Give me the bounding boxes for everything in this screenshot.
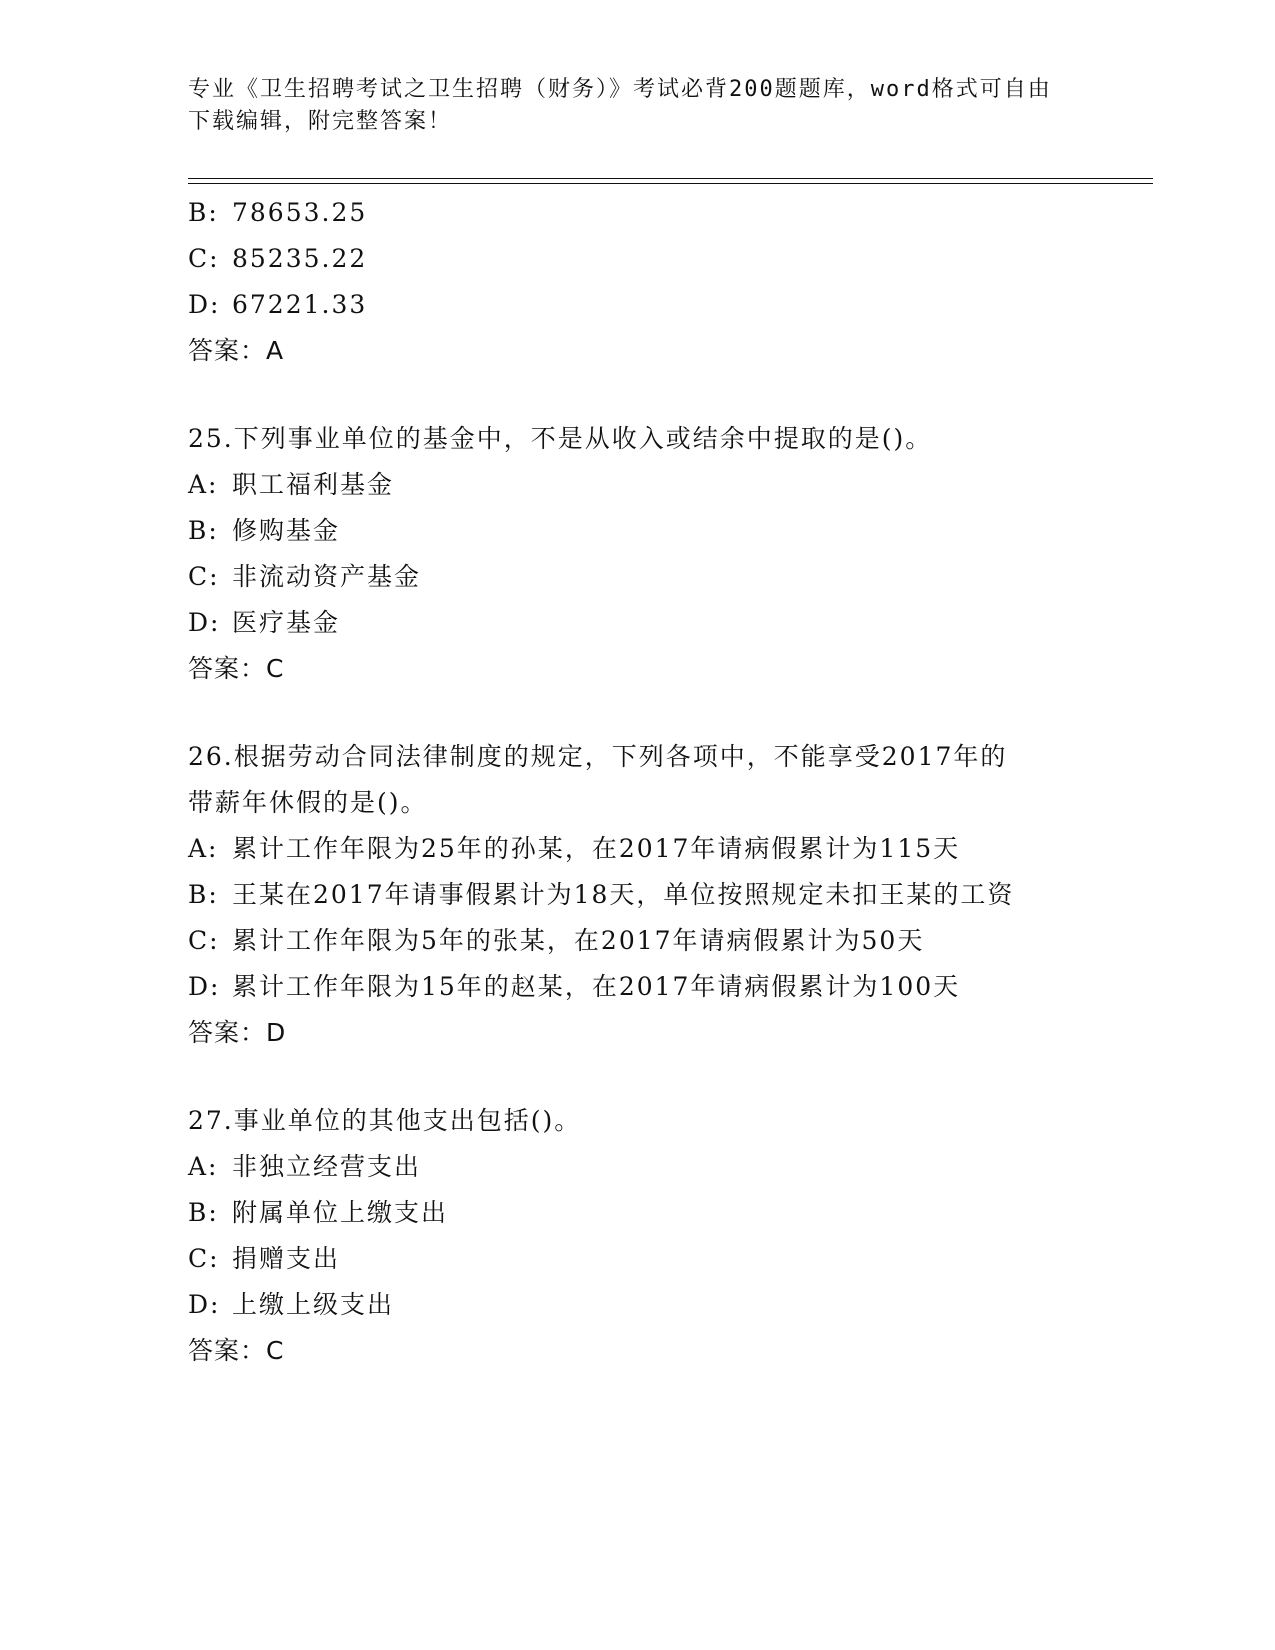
question-26	[188, 734, 1108, 1056]
option-b	[188, 1190, 1108, 1236]
option-key: A:	[188, 470, 219, 499]
option-text: 非流动资产基金	[232, 562, 422, 591]
question-stem: 26.根据劳动合同法律制度的规定，下列各项中，不能享受2017年的	[188, 742, 1008, 771]
answer-line: 答案：C	[188, 1336, 285, 1365]
option-text: 78653.25	[232, 198, 368, 227]
header-divider-top	[188, 178, 1153, 179]
option-key: D:	[188, 1290, 221, 1319]
option-key: C:	[188, 244, 220, 273]
option-text: 修购基金	[232, 516, 341, 545]
option-d	[188, 282, 1108, 328]
question-content	[188, 190, 1108, 1374]
option-c	[188, 554, 1108, 600]
option-text: 85235.22	[232, 244, 368, 273]
option-text: 王某在2017年请事假累计为18天，单位按照规定未扣王某的工资	[232, 880, 1015, 909]
option-a	[188, 462, 1108, 508]
option-d	[188, 964, 1108, 1010]
document-header: 专业《卫生招聘考试之卫生招聘（财务）》考试必背200题题库，word格式可自由下载编辑，附完整答案！	[188, 77, 1052, 134]
option-text: 捐赠支出	[232, 1244, 341, 1273]
spacer	[188, 374, 1108, 416]
option-key: D:	[188, 290, 221, 319]
option-key: C:	[188, 562, 220, 591]
option-key: C:	[188, 926, 220, 955]
option-key: B:	[188, 516, 219, 545]
option-a	[188, 1144, 1108, 1190]
option-key: B:	[188, 880, 219, 909]
option-c	[188, 1236, 1108, 1282]
question-stem-continued: 带薪年休假的是()。	[188, 788, 428, 817]
option-text: 非独立经营支出	[232, 1152, 422, 1181]
option-text: 累计工作年限为5年的张某，在2017年请病假累计为50天	[232, 926, 925, 955]
answer-line: 答案：C	[188, 654, 285, 683]
header-divider-bottom	[188, 183, 1153, 184]
option-key: B:	[188, 198, 219, 227]
option-c	[188, 236, 1108, 282]
question-24-tail	[188, 190, 1108, 374]
option-b	[188, 872, 1108, 918]
question-stem: 27.事业单位的其他支出包括()。	[188, 1106, 582, 1135]
question-27	[188, 1098, 1108, 1374]
option-key: A:	[188, 834, 219, 863]
option-key: A:	[188, 1152, 219, 1181]
question-25	[188, 416, 1108, 692]
option-key: D:	[188, 608, 221, 637]
option-b	[188, 508, 1108, 554]
option-text: 附属单位上缴支出	[232, 1198, 449, 1227]
question-stem: 25.下列事业单位的基金中，不是从收入或结余中提取的是()。	[188, 424, 933, 453]
spacer	[188, 1056, 1108, 1098]
option-text: 医疗基金	[232, 608, 341, 637]
option-text: 上缴上级支出	[232, 1290, 395, 1319]
answer-line: 答案：A	[188, 336, 285, 365]
option-text: 累计工作年限为25年的孙某，在2017年请病假累计为115天	[232, 834, 961, 863]
option-d	[188, 1282, 1108, 1328]
option-text: 67221.33	[232, 290, 368, 319]
spacer	[188, 692, 1108, 734]
option-text: 职工福利基金	[232, 470, 395, 499]
option-text: 累计工作年限为15年的赵某，在2017年请病假累计为100天	[232, 972, 961, 1001]
option-a	[188, 826, 1108, 872]
answer-line: 答案：D	[188, 1018, 287, 1047]
option-key: C:	[188, 1244, 220, 1273]
option-key: B:	[188, 1198, 219, 1227]
option-d	[188, 600, 1108, 646]
option-key: D:	[188, 972, 221, 1001]
option-b	[188, 190, 1108, 236]
option-c	[188, 918, 1108, 964]
